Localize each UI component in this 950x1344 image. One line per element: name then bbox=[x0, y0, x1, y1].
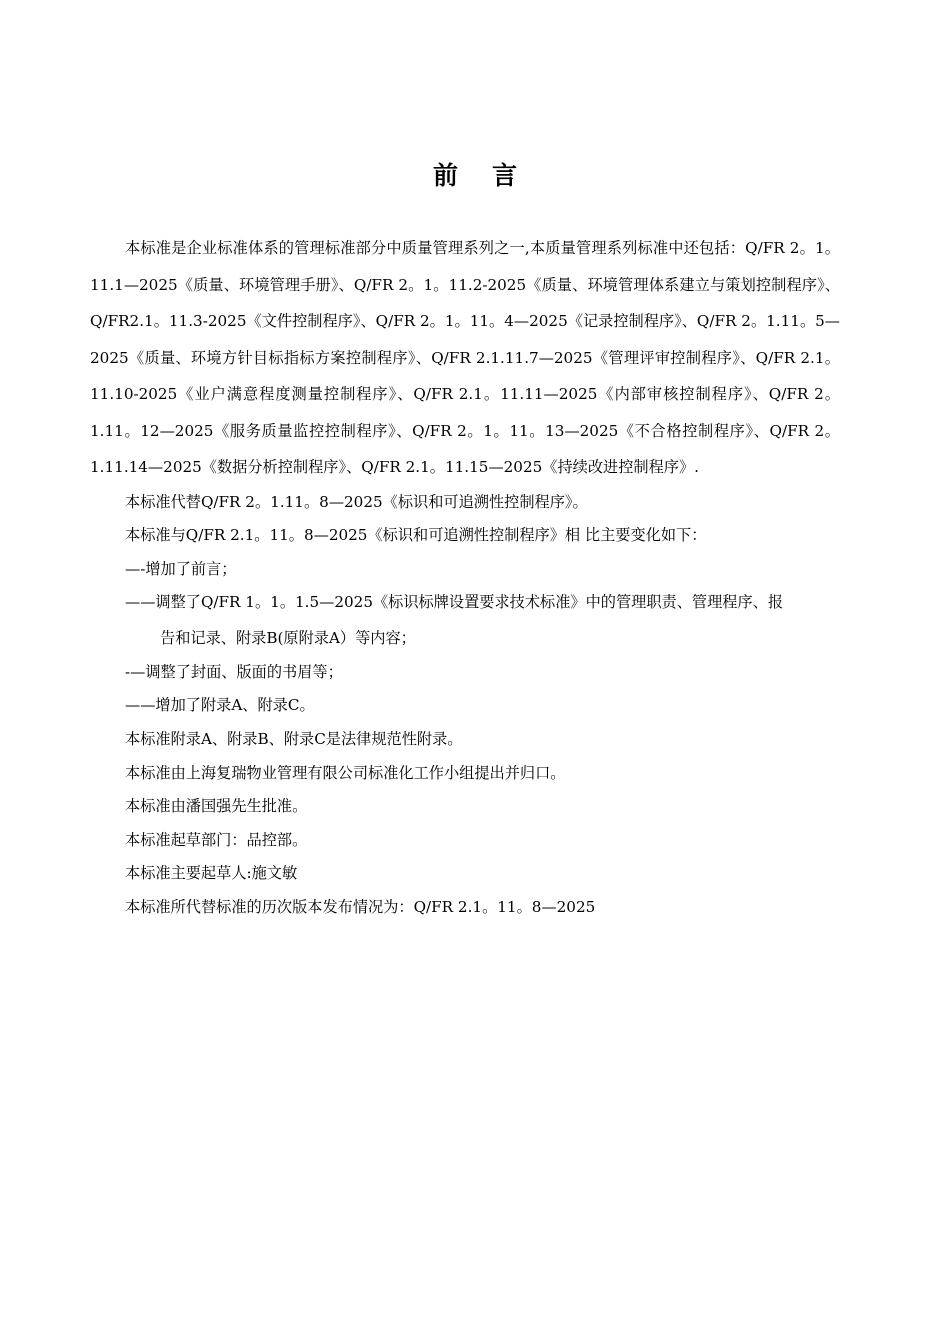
drafting-department: 本标准起草部门：品控部。 bbox=[125, 830, 308, 849]
changes-intro: 本标准与Q/FR 2.1。11。8—2025《标识和可追溯性控制程序》相 比主要变化如下： bbox=[125, 526, 707, 545]
page-title: 前言 bbox=[432, 161, 551, 190]
main-drafter: 本标准主要起草人:施文敏 bbox=[125, 864, 298, 883]
document-body bbox=[90, 230, 840, 925]
change-item-4: ——增加了附录A、附录C。 bbox=[125, 696, 315, 715]
intro-paragraph: 本标准是企业标准体系的管理标准部分中质量管理系列之一,本质量管理系列标准中还包括：Q/FR 2。1。11.1—2025《质量、环境管理手册》、Q/FR 2。1。11.2-2025《质量、环境管理体系建立与策划控制程序》、Q/FR2.1。11.3-2025《文件控制程序》、Q/FR 2。1。11。4—2025《记录控制程序》、Q/FR 2。1.11。5—2025《质量、环境方针目标指标方案控制程序》、Q/FR 2.1.11.7—2025《管理评审控制程序》、Q/FR 2.1。11.10-2025《业户满意程度测量控制程序》、Q/FR 2.1。11.11—2025《内部审核控制程序》、Q/FR 2。1.11。12—2025《服务质量监控控制程序》、Q/FR 2。1。11。13—2025《不合格控制程序》、Q/FR 2。1.11.14—2025《数据分析控制程序》、Q/FR 2.1。11.15—2025《持续改进控制程序》. bbox=[90, 239, 840, 476]
change-item-2-continued: 告和记录、附录B(原附录A）等内容； bbox=[160, 628, 416, 647]
change-item-3: -—调整了封面、版面的书眉等； bbox=[125, 662, 343, 681]
approver-statement: 本标准由潘国强先生批准。 bbox=[125, 797, 308, 816]
change-item-1: —-增加了前言； bbox=[125, 559, 237, 578]
proposer-statement: 本标准由上海复瑞物业管理有限公司标准化工作小组提出并归口。 bbox=[125, 763, 566, 782]
change-item-2: ——调整了Q/FR 1。1。1.5—2025《标识标牌设置要求技术标准》中的管理职责、管理程序、报 bbox=[125, 593, 784, 612]
replace-statement: 本标准代替Q/FR 2。1.11。8—2025《标识和可追溯性控制程序》。 bbox=[125, 492, 588, 511]
version-history: 本标准所代替标准的历次版本发布情况为：Q/FR 2.1。11。8—2025 bbox=[125, 898, 596, 917]
appendix-statement: 本标准附录A、附录B、附录C是法律规范性附录。 bbox=[125, 730, 463, 749]
